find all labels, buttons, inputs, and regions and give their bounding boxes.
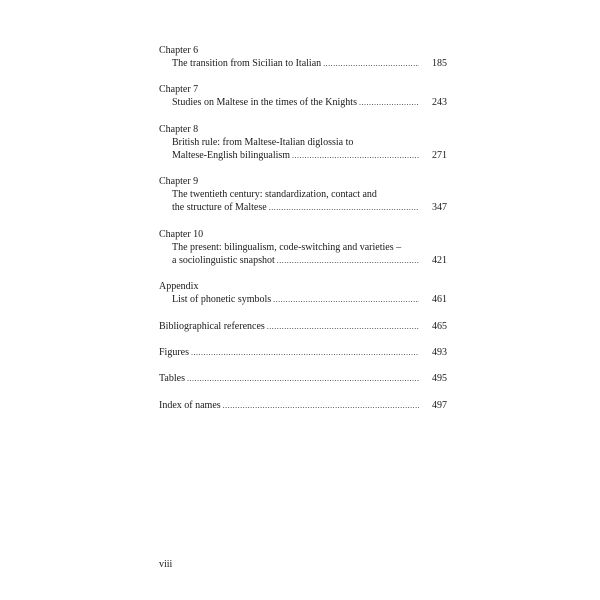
dot-leader [359, 96, 419, 109]
toc-line [159, 188, 447, 201]
toc-entry-chapter-9 [159, 175, 447, 215]
toc-entry-figures [159, 346, 447, 359]
toc-chapter-heading: Chapter 6 [159, 45, 199, 56]
dot-leader [187, 372, 419, 385]
toc-page-number: 421 [432, 255, 447, 267]
toc-line [159, 241, 447, 254]
toc-entry-chapter-6 [159, 44, 447, 70]
toc-entry-appendix [159, 280, 447, 306]
toc-title: Tables [159, 373, 185, 385]
toc-line [159, 399, 447, 412]
dot-leader [277, 254, 419, 267]
toc-chapter-heading: Chapter 10 [159, 228, 204, 240]
dot-leader [269, 201, 419, 214]
toc-page-number: 465 [432, 320, 447, 332]
toc-title: List of phonetic symbols [172, 294, 272, 306]
toc-title-line: The present: bilingualism, code-switching and varieties – [172, 241, 402, 253]
toc-line [159, 254, 447, 267]
toc-entry-bibliography [159, 320, 447, 333]
dot-leader [191, 346, 419, 359]
toc-entry-chapter-10 [159, 228, 447, 268]
toc-line [159, 201, 447, 214]
toc-title: Studies on Maltese in the times of the Knights [172, 97, 357, 109]
toc-line [159, 149, 447, 162]
toc-chapter-heading: Chapter 9 [159, 176, 199, 188]
dot-leader [292, 149, 419, 162]
toc-page-number: 495 [432, 373, 447, 385]
toc-page-number: 497 [432, 399, 447, 411]
toc-title: Bibliographical references [159, 320, 265, 332]
toc-entry-chapter-7 [159, 83, 447, 109]
toc-appendix-heading: Appendix [159, 281, 199, 293]
dot-leader [223, 399, 419, 412]
page-number-footer: viii [159, 559, 173, 570]
toc-title-line: the structure of Maltese [172, 202, 267, 214]
toc-line [159, 346, 447, 359]
toc-line [159, 57, 447, 70]
toc-line [159, 136, 447, 149]
toc-title-line: The twentieth century: standardization, contact and [172, 189, 377, 201]
toc-entry-chapter-8 [159, 123, 447, 163]
toc-entry-index [159, 399, 447, 412]
toc-line [159, 293, 447, 306]
toc-page-number: 347 [432, 202, 447, 214]
dot-leader [323, 57, 419, 70]
toc-title: Figures [159, 346, 189, 358]
toc-title-line: Maltese-English bilingualism [172, 149, 291, 161]
dot-leader [273, 293, 419, 306]
toc-title: Index of names [159, 399, 221, 411]
dot-leader [267, 320, 419, 333]
toc-page-number: 185 [432, 58, 447, 69]
toc-title: The transition from Sicilian to Italian [172, 58, 322, 69]
toc-chapter-heading: Chapter 7 [159, 84, 199, 96]
toc-title-line: British rule: from Maltese-Italian diglossia to [172, 136, 354, 148]
toc-title-line: a sociolinguistic snapshot [172, 255, 275, 267]
table-of-contents [159, 44, 447, 412]
toc-page-number: 243 [432, 97, 447, 109]
toc-chapter-heading: Chapter 8 [159, 123, 199, 135]
toc-line [159, 320, 447, 333]
toc-page-number: 461 [432, 294, 447, 306]
toc-entry-tables [159, 372, 447, 385]
toc-line [159, 372, 447, 385]
toc-page-number: 271 [432, 149, 447, 161]
toc-line [159, 96, 447, 109]
toc-page-number: 493 [432, 346, 447, 358]
